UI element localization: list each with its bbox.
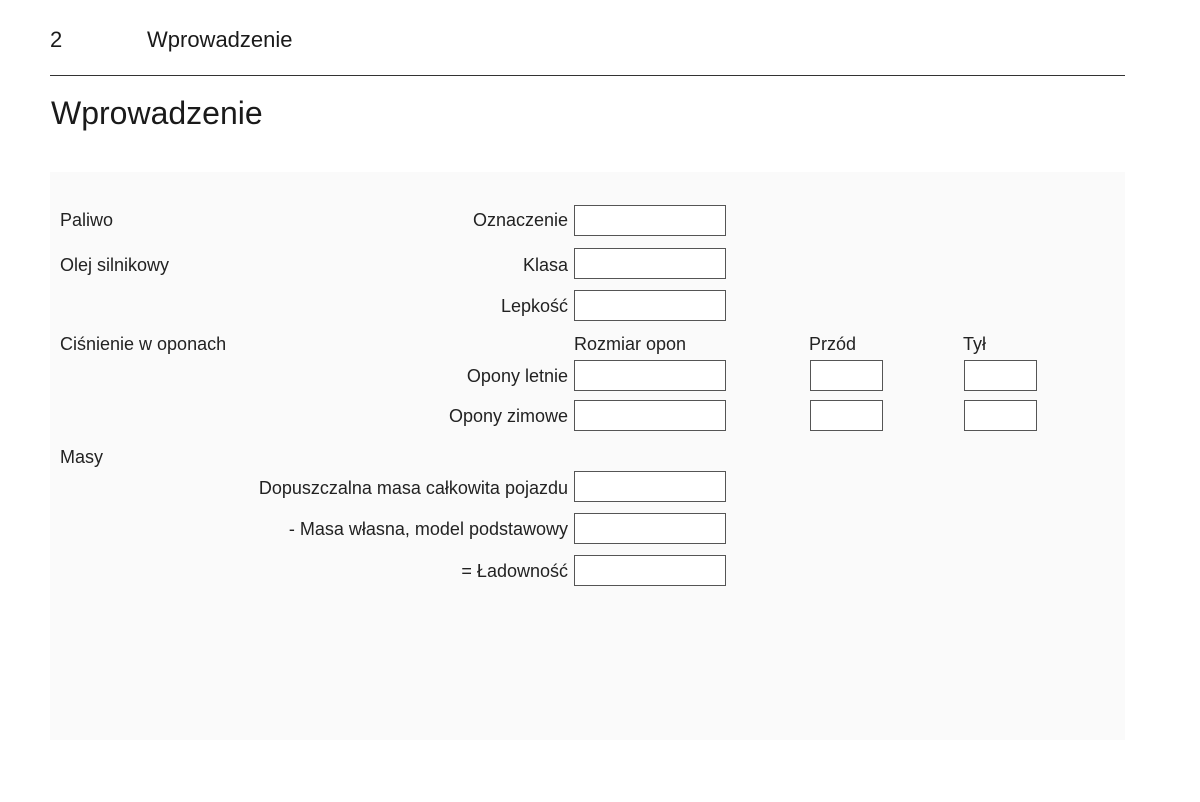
fuel-designation-label: Oznaczenie: [472, 210, 568, 230]
payload-field[interactable]: [574, 555, 726, 586]
gross-mass-field[interactable]: [574, 471, 726, 502]
oil-viscosity-field[interactable]: [574, 290, 726, 321]
page-number: 2: [50, 27, 63, 52]
engine-oil-label: Olej silnikowy: [60, 255, 170, 275]
winter-tyres-label: Opony zimowe: [448, 406, 568, 426]
vehicle-data-form: [50, 172, 1125, 740]
winter-tyre-size-field[interactable]: [574, 400, 726, 431]
oil-class-label: Klasa: [522, 255, 568, 275]
summer-tyre-size-field[interactable]: [574, 360, 726, 391]
fuel-label: Paliwo: [60, 210, 114, 230]
gross-mass-label: Dopuszczalna masa całkowita pojazdu: [258, 478, 568, 498]
masses-label: Masy: [60, 447, 104, 467]
summer-tyres-label: Opony letnie: [466, 366, 568, 386]
oil-class-field[interactable]: [574, 248, 726, 279]
section-title: Wprowadzenie: [51, 95, 263, 131]
winter-rear-pressure-field[interactable]: [964, 400, 1037, 431]
payload-label: = Ładowność: [461, 561, 568, 581]
front-header: Przód: [809, 334, 857, 354]
header-divider: [50, 75, 1125, 76]
fuel-designation-field[interactable]: [574, 205, 726, 236]
summer-front-pressure-field[interactable]: [810, 360, 883, 391]
tyre-pressure-label: Ciśnienie w oponach: [60, 334, 227, 354]
oil-viscosity-label: Lepkość: [500, 296, 568, 316]
winter-front-pressure-field[interactable]: [810, 400, 883, 431]
kerb-mass-field[interactable]: [574, 513, 726, 544]
running-title: Wprowadzenie: [147, 27, 293, 52]
kerb-mass-label: - Masa własna, model podstawowy: [288, 519, 568, 539]
summer-rear-pressure-field[interactable]: [964, 360, 1037, 391]
rear-header: Tył: [963, 334, 987, 354]
tyre-size-header: Rozmiar opon: [574, 334, 687, 354]
